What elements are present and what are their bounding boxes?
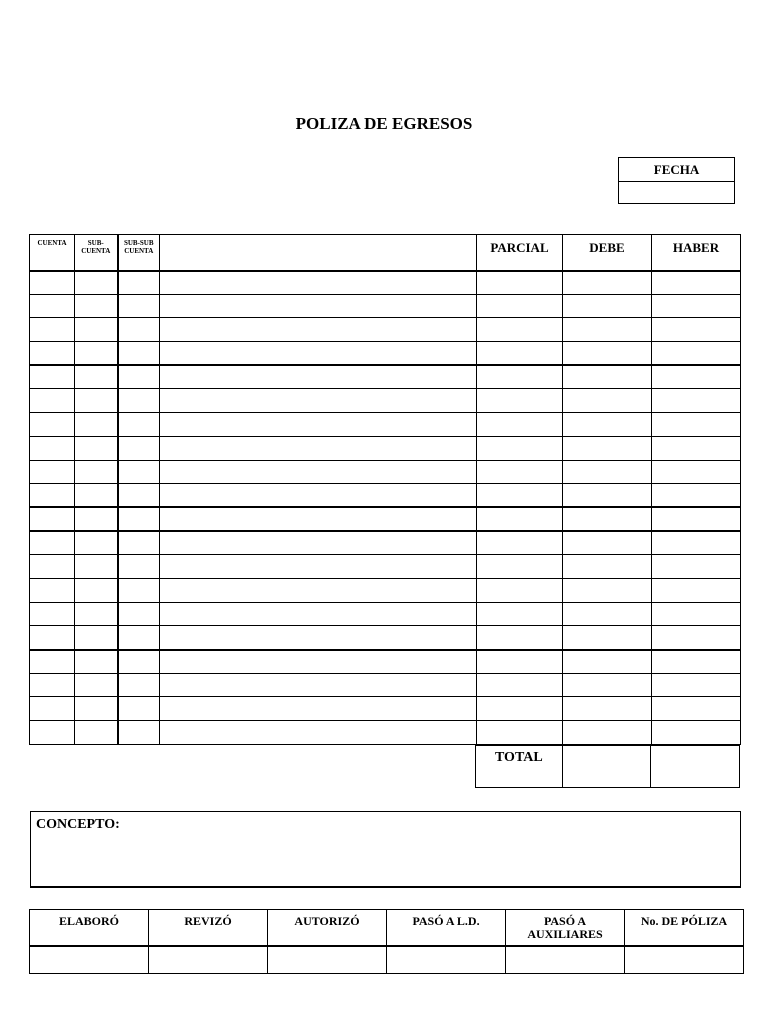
ledger-cell-descripcion[interactable]	[160, 531, 477, 555]
ledger-cell-parcial[interactable]	[477, 507, 563, 531]
ledger-cell-sub-sub-cuenta[interactable]	[118, 318, 160, 342]
ledger-cell-debe[interactable]	[563, 507, 652, 531]
ledger-cell-sub-cuenta[interactable]	[75, 555, 118, 579]
sign-paso-auxiliares-label: PASÓ A AUXILIARES	[506, 910, 625, 946]
ledger-table	[29, 234, 741, 745]
ledger-cell-sub-cuenta[interactable]	[75, 436, 118, 460]
ledger-cell-cuenta[interactable]	[30, 389, 75, 413]
ledger-row	[30, 413, 741, 437]
ledger-cell-descripcion[interactable]	[160, 721, 477, 745]
sign-elaboro-field[interactable]	[30, 946, 149, 974]
ledger-cell-parcial[interactable]	[477, 271, 563, 295]
ledger-cell-descripcion[interactable]	[160, 650, 477, 674]
ledger-cell-sub-sub-cuenta[interactable]	[118, 389, 160, 413]
ledger-cell-haber[interactable]	[652, 697, 741, 721]
ledger-cell-descripcion[interactable]	[160, 697, 477, 721]
ledger-cell-sub-cuenta[interactable]	[75, 650, 118, 674]
ledger-cell-cuenta[interactable]	[30, 721, 75, 745]
ledger-row	[30, 531, 741, 555]
sign-no-poliza-label: No. DE PÓLIZA	[625, 910, 744, 946]
ledger-cell-descripcion[interactable]	[160, 673, 477, 697]
ledger-cell-haber[interactable]	[652, 413, 741, 437]
ledger-cell-parcial[interactable]	[477, 578, 563, 602]
ledger-row	[30, 271, 741, 295]
ledger-cell-haber[interactable]	[652, 626, 741, 650]
ledger-row	[30, 721, 741, 745]
ledger-cell-cuenta[interactable]	[30, 318, 75, 342]
total-haber-field[interactable]	[651, 746, 739, 787]
ledger-row	[30, 673, 741, 697]
ledger-cell-sub-cuenta[interactable]	[75, 626, 118, 650]
ledger-row	[30, 294, 741, 318]
ledger-cell-haber[interactable]	[652, 555, 741, 579]
ledger-cell-cuenta[interactable]	[30, 413, 75, 437]
concepto-label: CONCEPTO:	[36, 817, 120, 832]
ledger-cell-sub-sub-cuenta[interactable]	[118, 673, 160, 697]
ledger-cell-sub-sub-cuenta[interactable]	[118, 721, 160, 745]
ledger-cell-cuenta[interactable]	[30, 697, 75, 721]
ledger-cell-cuenta[interactable]	[30, 342, 75, 366]
ledger-cell-descripcion[interactable]	[160, 413, 477, 437]
ledger-row	[30, 460, 741, 484]
ledger-cell-debe[interactable]	[563, 602, 652, 626]
ledger-cell-sub-cuenta[interactable]	[75, 673, 118, 697]
sign-reviso-label: REVIZÓ	[149, 910, 268, 946]
ledger-cell-parcial[interactable]	[477, 721, 563, 745]
ledger-header-row	[30, 235, 741, 271]
ledger-cell-descripcion[interactable]	[160, 460, 477, 484]
ledger-cell-sub-sub-cuenta[interactable]	[118, 602, 160, 626]
ledger-cell-parcial[interactable]	[477, 413, 563, 437]
sign-reviso-field[interactable]	[149, 946, 268, 974]
concepto-box[interactable]	[30, 811, 741, 888]
signature-header-row	[30, 910, 744, 946]
ledger-row	[30, 389, 741, 413]
ledger-cell-parcial[interactable]	[477, 365, 563, 389]
ledger-cell-parcial[interactable]	[477, 436, 563, 460]
ledger-cell-haber[interactable]	[652, 673, 741, 697]
ledger-cell-descripcion[interactable]	[160, 555, 477, 579]
ledger-cell-parcial[interactable]	[477, 555, 563, 579]
ledger-cell-haber[interactable]	[652, 342, 741, 366]
ledger-cell-sub-cuenta[interactable]	[75, 460, 118, 484]
ledger-row	[30, 602, 741, 626]
ledger-row	[30, 650, 741, 674]
ledger-cell-debe[interactable]	[563, 389, 652, 413]
ledger-cell-cuenta[interactable]	[30, 673, 75, 697]
ledger-cell-sub-cuenta[interactable]	[75, 294, 118, 318]
ledger-cell-descripcion[interactable]	[160, 318, 477, 342]
ledger-cell-sub-sub-cuenta[interactable]	[118, 578, 160, 602]
ledger-cell-sub-sub-cuenta[interactable]	[118, 436, 160, 460]
ledger-cell-sub-cuenta[interactable]	[75, 531, 118, 555]
sign-autorizo-label: AUTORIZÓ	[268, 910, 387, 946]
ledger-cell-cuenta[interactable]	[30, 602, 75, 626]
sign-paso-ld-label: PASÓ A L.D.	[387, 910, 506, 946]
sign-autorizo-field[interactable]	[268, 946, 387, 974]
ledger-cell-sub-sub-cuenta[interactable]	[118, 294, 160, 318]
ledger-cell-haber[interactable]	[652, 318, 741, 342]
ledger-cell-sub-sub-cuenta[interactable]	[118, 507, 160, 531]
ledger-cell-sub-sub-cuenta[interactable]	[118, 531, 160, 555]
ledger-cell-sub-sub-cuenta[interactable]	[118, 484, 160, 508]
fecha-label: FECHA	[619, 158, 734, 182]
ledger-cell-descripcion[interactable]	[160, 365, 477, 389]
ledger-cell-parcial[interactable]	[477, 531, 563, 555]
signature-field-row	[30, 946, 744, 974]
ledger-cell-haber[interactable]	[652, 602, 741, 626]
ledger-cell-parcial[interactable]	[477, 626, 563, 650]
ledger-cell-descripcion[interactable]	[160, 294, 477, 318]
ledger-cell-sub-sub-cuenta[interactable]	[118, 555, 160, 579]
ledger-cell-cuenta[interactable]	[30, 626, 75, 650]
ledger-cell-debe[interactable]	[563, 626, 652, 650]
ledger-cell-debe[interactable]	[563, 365, 652, 389]
ledger-cell-sub-sub-cuenta[interactable]	[118, 650, 160, 674]
ledger-cell-sub-sub-cuenta[interactable]	[118, 342, 160, 366]
ledger-cell-debe[interactable]	[563, 531, 652, 555]
fecha-box	[618, 157, 735, 204]
ledger-cell-sub-cuenta[interactable]	[75, 413, 118, 437]
ledger-cell-cuenta[interactable]	[30, 507, 75, 531]
ledger-cell-cuenta[interactable]	[30, 578, 75, 602]
ledger-cell-haber[interactable]	[652, 460, 741, 484]
ledger-cell-haber[interactable]	[652, 650, 741, 674]
ledger-cell-sub-cuenta[interactable]	[75, 389, 118, 413]
ledger-cell-parcial[interactable]	[477, 389, 563, 413]
ledger-cell-haber[interactable]	[652, 294, 741, 318]
ledger-cell-haber[interactable]	[652, 578, 741, 602]
ledger-cell-debe[interactable]	[563, 673, 652, 697]
ledger-cell-sub-cuenta[interactable]	[75, 578, 118, 602]
ledger-row	[30, 342, 741, 366]
ledger-row	[30, 507, 741, 531]
ledger-cell-debe[interactable]	[563, 413, 652, 437]
ledger-row	[30, 578, 741, 602]
header-sub-cuenta: SUB-CUENTA	[75, 235, 118, 271]
ledger-cell-sub-cuenta[interactable]	[75, 602, 118, 626]
ledger-cell-haber[interactable]	[652, 507, 741, 531]
ledger-cell-debe[interactable]	[563, 555, 652, 579]
ledger-cell-sub-sub-cuenta[interactable]	[118, 413, 160, 437]
ledger-row	[30, 626, 741, 650]
ledger-cell-parcial[interactable]	[477, 697, 563, 721]
ledger-cell-parcial[interactable]	[477, 650, 563, 674]
ledger-cell-haber[interactable]	[652, 721, 741, 745]
ledger-cell-sub-cuenta[interactable]	[75, 484, 118, 508]
ledger-cell-parcial[interactable]	[477, 602, 563, 626]
ledger-row	[30, 697, 741, 721]
ledger-cell-haber[interactable]	[652, 484, 741, 508]
ledger-row	[30, 365, 741, 389]
ledger-cell-sub-cuenta[interactable]	[75, 721, 118, 745]
ledger-cell-sub-cuenta[interactable]	[75, 697, 118, 721]
ledger-cell-cuenta[interactable]	[30, 271, 75, 295]
ledger-row	[30, 318, 741, 342]
ledger-cell-descripcion[interactable]	[160, 342, 477, 366]
ledger-cell-cuenta[interactable]	[30, 365, 75, 389]
sign-paso-ld-field[interactable]	[387, 946, 506, 974]
ledger-cell-debe[interactable]	[563, 294, 652, 318]
ledger-cell-debe[interactable]	[563, 650, 652, 674]
header-debe: DEBE	[563, 235, 652, 271]
ledger-row	[30, 555, 741, 579]
ledger-cell-descripcion[interactable]	[160, 578, 477, 602]
ledger-cell-debe[interactable]	[563, 271, 652, 295]
ledger-cell-haber[interactable]	[652, 436, 741, 460]
ledger-cell-sub-cuenta[interactable]	[75, 318, 118, 342]
ledger-row	[30, 484, 741, 508]
ledger-cell-cuenta[interactable]	[30, 460, 75, 484]
ledger-cell-descripcion[interactable]	[160, 484, 477, 508]
ledger-cell-debe[interactable]	[563, 484, 652, 508]
page-title: POLIZA DE EGRESOS	[295, 114, 473, 133]
ledger-cell-debe[interactable]	[563, 318, 652, 342]
totals-box	[475, 745, 740, 788]
ledger-cell-cuenta[interactable]	[30, 555, 75, 579]
ledger-cell-descripcion[interactable]	[160, 602, 477, 626]
ledger-cell-sub-sub-cuenta[interactable]	[118, 697, 160, 721]
ledger-cell-debe[interactable]	[563, 436, 652, 460]
ledger-cell-sub-sub-cuenta[interactable]	[118, 271, 160, 295]
sign-no-poliza-field[interactable]	[625, 946, 744, 974]
ledger-cell-cuenta[interactable]	[30, 531, 75, 555]
ledger-cell-debe[interactable]	[563, 460, 652, 484]
ledger-cell-debe[interactable]	[563, 342, 652, 366]
ledger-cell-sub-cuenta[interactable]	[75, 342, 118, 366]
ledger-cell-sub-cuenta[interactable]	[75, 507, 118, 531]
ledger-cell-descripcion[interactable]	[160, 436, 477, 460]
ledger-cell-cuenta[interactable]	[30, 294, 75, 318]
total-label: TOTAL	[476, 746, 563, 787]
ledger-cell-sub-cuenta[interactable]	[75, 365, 118, 389]
ledger-cell-haber[interactable]	[652, 271, 741, 295]
ledger-cell-parcial[interactable]	[477, 673, 563, 697]
ledger-cell-haber[interactable]	[652, 365, 741, 389]
ledger-cell-debe[interactable]	[563, 697, 652, 721]
header-sub-sub-cuenta: SUB-SUB CUENTA	[118, 235, 160, 271]
ledger-cell-parcial[interactable]	[477, 318, 563, 342]
ledger-cell-sub-sub-cuenta[interactable]	[118, 460, 160, 484]
ledger-row	[30, 436, 741, 460]
ledger-cell-haber[interactable]	[652, 531, 741, 555]
ledger-cell-sub-sub-cuenta[interactable]	[118, 626, 160, 650]
sign-paso-auxiliares-field[interactable]	[506, 946, 625, 974]
ledger-cell-parcial[interactable]	[477, 484, 563, 508]
ledger-cell-sub-sub-cuenta[interactable]	[118, 365, 160, 389]
header-descripcion	[160, 235, 477, 271]
header-haber: HABER	[652, 235, 741, 271]
total-debe-field[interactable]	[563, 746, 652, 787]
sign-elaboro-label: ELABORÓ	[30, 910, 149, 946]
ledger-cell-parcial[interactable]	[477, 294, 563, 318]
ledger-cell-descripcion[interactable]	[160, 507, 477, 531]
header-parcial: PARCIAL	[477, 235, 563, 271]
ledger-cell-descripcion[interactable]	[160, 626, 477, 650]
fecha-value-field[interactable]	[619, 182, 734, 204]
ledger-cell-descripcion[interactable]	[160, 271, 477, 295]
ledger-cell-sub-cuenta[interactable]	[75, 271, 118, 295]
ledger-cell-haber[interactable]	[652, 389, 741, 413]
ledger-cell-parcial[interactable]	[477, 342, 563, 366]
ledger-cell-debe[interactable]	[563, 721, 652, 745]
ledger-cell-cuenta[interactable]	[30, 484, 75, 508]
header-cuenta: CUENTA	[30, 235, 75, 271]
ledger-cell-debe[interactable]	[563, 578, 652, 602]
signature-table	[29, 909, 744, 974]
ledger-cell-cuenta[interactable]	[30, 650, 75, 674]
ledger-cell-parcial[interactable]	[477, 460, 563, 484]
ledger-cell-cuenta[interactable]	[30, 436, 75, 460]
ledger-cell-descripcion[interactable]	[160, 389, 477, 413]
